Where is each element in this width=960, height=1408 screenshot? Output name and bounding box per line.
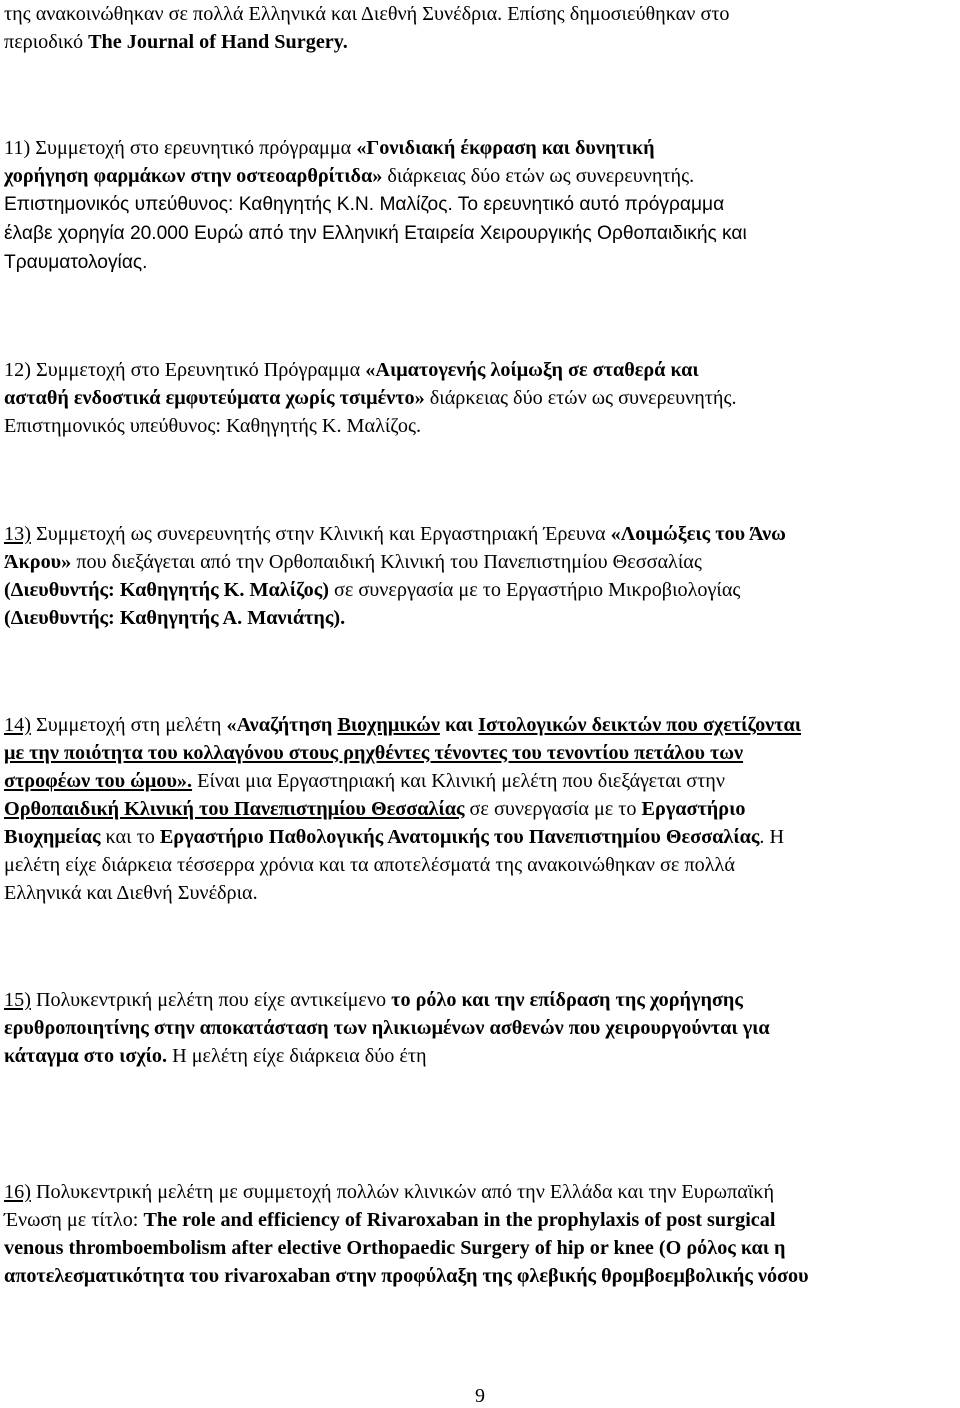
study-title: με την ποιότητα του κολλαγόνου στους ρηχθέντες τένοντες του τενοντίου πετάλου των <box>4 742 744 764</box>
program-title: Άκρου» <box>4 551 72 573</box>
intro-line-2 <box>4 28 958 56</box>
study-title: Ιστολογικών δεικτών που σχετίζονται <box>478 714 802 736</box>
item-text: Συμμετοχή στη μελέτη <box>30 714 227 736</box>
item-text: σε συνεργασία με το <box>464 798 642 820</box>
page-number: 9 <box>475 1385 485 1407</box>
item-11-line-3 <box>4 190 958 219</box>
item-12-line-1 <box>4 356 958 384</box>
item-14-line-7 <box>4 879 958 907</box>
program-title: «Αιματογενής λοίμωξη σε σταθερά και <box>365 359 699 381</box>
item-13-line-3 <box>4 576 958 604</box>
item-text: μελέτη είχε διάρκεια τέσσερρα χρόνια και τα αποτελέσματά της ανακοινώθηκαν σε πολλά <box>4 854 735 876</box>
item-text: . Η <box>759 826 785 848</box>
item-12-line-2 <box>4 384 958 412</box>
item-13-paragraph <box>4 520 958 632</box>
item-11-line-1 <box>4 134 958 162</box>
item-number: 14) <box>4 714 31 736</box>
item-text: Η μελέτη είχε διάρκεια δύο έτη <box>167 1045 427 1067</box>
item-14-line-2 <box>4 739 958 767</box>
intro-paragraph <box>4 0 958 56</box>
item-text: Επιστημονικός υπεύθυνος: Καθηγητής Κ.Ν. Μαλίζος. <box>4 194 453 215</box>
item-16-line-2 <box>4 1206 958 1234</box>
item-text: Το ερευνητικό αυτό πρόγραμμα <box>452 194 725 215</box>
intro-text: της ανακοινώθηκαν σε πολλά Ελληνικά και Διεθνή Συνέδρια. Επίσης δημοσιεύθηκαν στο <box>4 3 730 25</box>
director-note: (Διευθυντής: Καθηγητής Α. Μανιάτης). <box>4 607 346 629</box>
item-text: 000 Ευρώ από την Ελληνική Εταιρεία Χειρουργικής Ορθοπαιδικής και <box>156 223 747 244</box>
study-title: ερυθροποιητίνης στην αποκατάσταση των ηλικιωμένων ασθενών που χειρουργούνται για <box>4 1017 770 1039</box>
item-15-line-1 <box>4 986 958 1014</box>
item-11-line-2 <box>4 162 958 190</box>
lab-name: Βιοχημείας <box>4 826 101 848</box>
journal-title: The Journal of Hand Surgery. <box>88 31 348 53</box>
item-text: που διεξάγεται από την Ορθοπαιδική Κλινική του Πανεπιστημίου Θεσσαλίας <box>71 551 702 573</box>
study-title: κάταγμα στο ισχίο. <box>4 1045 168 1067</box>
item-text: Είναι μια Εργαστηριακή και Κλινική μελέτη που διεξάγεται στην <box>192 770 725 792</box>
study-title: αποτελεσματικότητα του rivaroxaban στην προφύλαξη της φλεβικής θρομβοεμβολικής νόσου <box>4 1265 809 1287</box>
item-text: Τραυματολογίας. <box>4 252 148 273</box>
item-number: 15) <box>4 989 31 1011</box>
item-text: και το <box>100 826 160 848</box>
study-title: venous thromboembolism after elective Orthopaedic Surgery of hip or knee (Ο ρόλος και η <box>4 1237 786 1259</box>
study-title: το ρόλο και την επίδραση της χορήγησης <box>391 989 743 1011</box>
item-13-line-2 <box>4 548 958 576</box>
lab-name: Εργαστήριο <box>641 798 746 820</box>
item-14-line-3 <box>4 767 958 795</box>
intro-text: περιοδικό <box>4 31 89 53</box>
study-title: στροφέων του ώμου». <box>4 770 193 792</box>
item-11-paragraph <box>4 134 958 277</box>
item-15-line-3 <box>4 1042 958 1070</box>
item-text: Ελληνικά και Διεθνή Συνέδρια. <box>4 882 258 904</box>
item-text: 12) Συμμετοχή στο Ερευνητικό Πρόγραμμα <box>4 359 366 381</box>
item-14-line-5 <box>4 823 958 851</box>
item-text: Συμμετοχή ως συνερευνητής στην Κλινική και Εργαστηριακή Έρευνα <box>30 523 611 545</box>
item-14-line-1 <box>4 711 958 739</box>
item-text: διάρκειας δύο ετών ως συνερευνητής. <box>424 387 737 409</box>
item-14-line-4 <box>4 795 958 823</box>
item-text: Επιστημονικός υπεύθυνος: Καθηγητής Κ. Μαλίζος. <box>4 415 422 437</box>
program-title: «Λοιμώξεις του Άνω <box>610 523 786 545</box>
item-15-paragraph <box>4 986 958 1070</box>
item-text: Ένωση με τίτλο: <box>4 1209 144 1231</box>
program-title: «Γονιδιακή έκφραση και δυνητική <box>356 137 655 159</box>
item-16-line-1 <box>4 1178 958 1206</box>
clinic-name: Ορθοπαιδική Κλινική του Πανεπιστημίου Θεσσαλίας <box>4 798 465 820</box>
item-12-line-3 <box>4 412 958 440</box>
item-14-paragraph <box>4 711 958 907</box>
item-number: 13) <box>4 523 31 545</box>
intro-line-1 <box>4 0 958 28</box>
lab-name: Εργαστήριο Παθολογικής Ανατομικής του Πανεπιστημίου Θεσσαλίας <box>159 826 760 848</box>
item-text: 11) Συμμετοχή στο ερευνητικό πρόγραμμα <box>4 137 357 159</box>
item-16-line-4 <box>4 1262 958 1290</box>
item-text: έλαβε χορηγία 20. <box>4 223 157 244</box>
item-text: σε συνεργασία με το Εργαστήριο Μικροβιολογίας <box>328 579 741 601</box>
item-13-line-4 <box>4 604 958 632</box>
item-14-line-6 <box>4 851 958 879</box>
item-15-line-2 <box>4 1014 958 1042</box>
director-note: (Διευθυντής: Καθηγητής Κ. Μαλίζος) <box>4 579 329 601</box>
program-title: χορήγηση φαρμάκων στην οστεοαρθρίτιδα» <box>4 165 383 187</box>
item-11-line-4 <box>4 219 958 248</box>
item-13-line-1 <box>4 520 958 548</box>
item-11-line-5 <box>4 248 958 277</box>
item-text: διάρκειας δύο ετών ως συνερευνητής. <box>382 165 695 187</box>
item-12-paragraph <box>4 356 958 440</box>
item-text: Πολυκεντρική μελέτη που είχε αντικείμενο <box>30 989 392 1011</box>
study-title: The role and efficiency of Rivaroxaban in the prophylaxis of post surgical <box>143 1209 776 1231</box>
program-title: ασταθή ενδοστικά εμφυτεύματα χωρίς τσιμέντο» <box>4 387 425 409</box>
item-text: Πολυκεντρική μελέτη με συμμετοχή πολλών κλινικών από την Ελλάδα και την Ευρωπαϊκή <box>30 1181 775 1203</box>
item-number: 16) <box>4 1181 31 1203</box>
item-16-line-3 <box>4 1234 958 1262</box>
item-16-paragraph <box>4 1178 958 1290</box>
study-title: Βιοχημικών <box>337 714 440 736</box>
study-title: και <box>439 714 479 736</box>
study-title: «Αναζήτηση <box>226 714 338 736</box>
